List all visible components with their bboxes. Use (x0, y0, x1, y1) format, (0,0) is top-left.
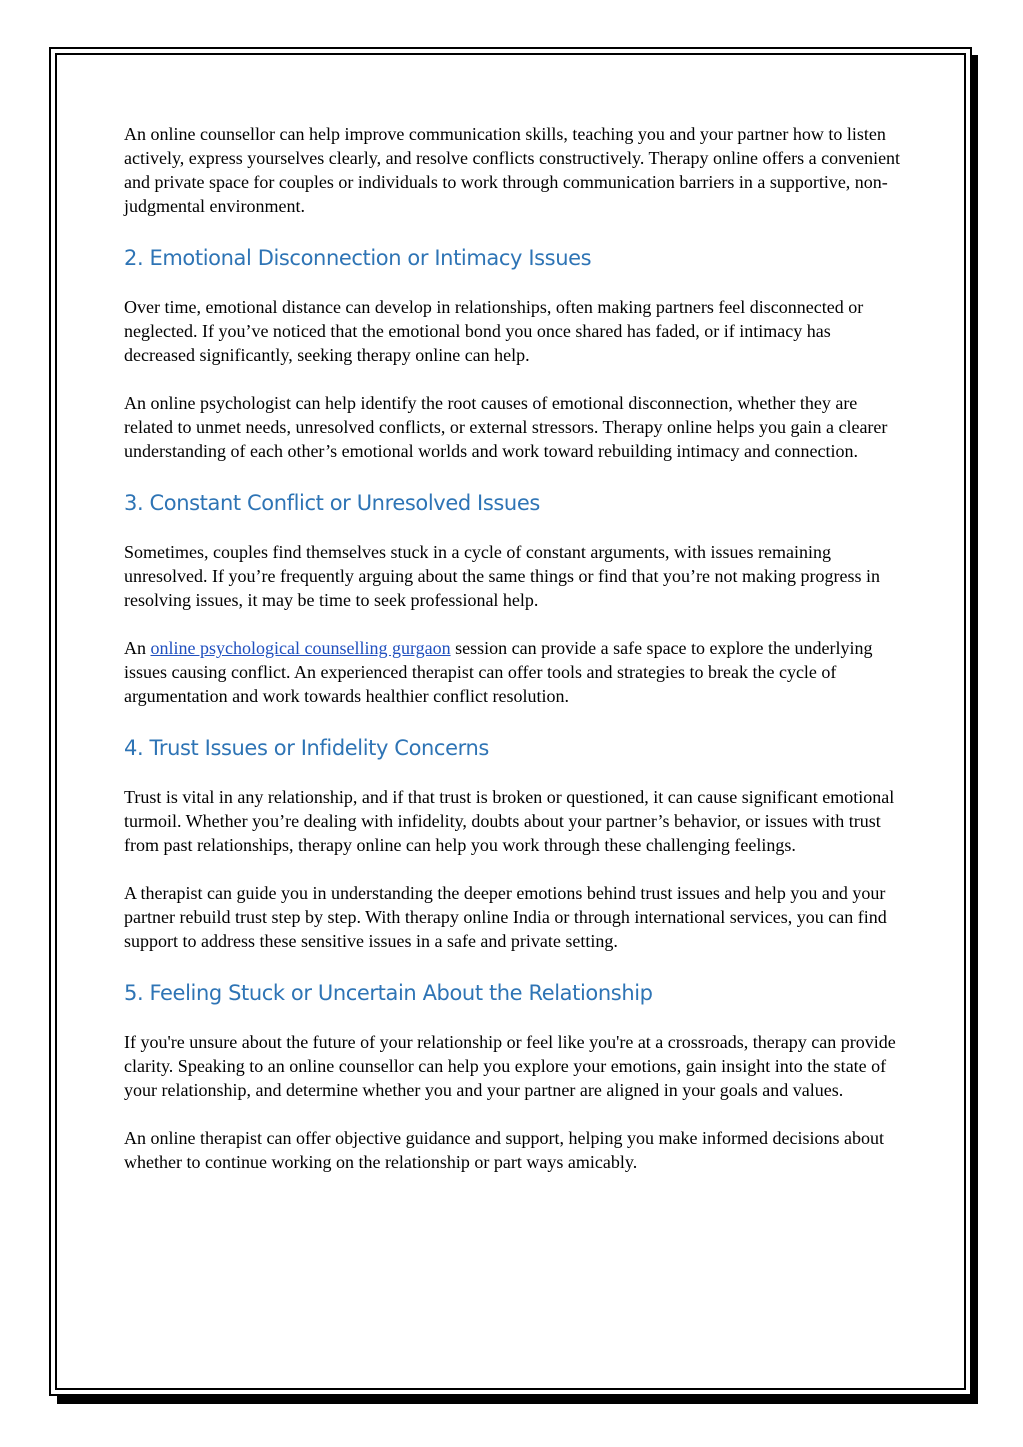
intro-paragraph: An online counsellor can help improve communication skills, teaching you and your partner how to listen actively, express yourselves clearly, and resolve conflicts constructively. Therapy online offers a convenient and private space for couples or individuals to work through communication barriers in a supportive, non-judgmental environment. (124, 124, 901, 216)
section-paragraph: Over time, emotional distance can develop in relationships, often making partners feel disconnected or neglected. If you’ve noticed that the emotional bond you once shared has faded, or if intimacy has decreased significantly, seeking therapy online can help. (124, 297, 864, 365)
section-paragraph: If you're unsure about the future of your relationship or feel like you're at a crossroads, therapy can provide clarity. Speaking to an online counsellor can help you explore your emotions, gain insight into the state of your relationship, and determine whether you and your partner are aligned in your goals and values. (124, 1032, 896, 1100)
section-paragraph: Trust is vital in any relationship, and if that trust is broken or questioned, it can cause significant emotional turmoil. Whether you’re dealing with infidelity, doubts about your partner’s behavior, or issues with trust from past relationships, therapy online can help you work through these challenging feelings. (124, 787, 895, 855)
section-heading-emotional-disconnection: 2. Emotional Disconnection or Intimacy Issues (124, 246, 592, 270)
section-paragraph: An online therapist can offer objective guidance and support, helping you make informed decisions about whether to continue working on the relationship or part ways amicably. (124, 1128, 884, 1172)
section-heading-constant-conflict: 3. Constant Conflict or Unresolved Issues (124, 491, 540, 515)
link-suffix-text: session can provide a safe space to explore the underlying issues causing conflict. An experienced therapist can offer tools and strategies to break the cycle of argumentation and work towards healthier conflict resolution. (124, 638, 873, 706)
section-heading-trust-issues: 4. Trust Issues or Infidelity Concerns (124, 736, 489, 760)
section-paragraph-with-link (124, 636, 904, 708)
section-paragraph: A therapist can guide you in understanding the deeper emotions behind trust issues and help you and your partner rebuild trust step by step. With therapy online India or through international services, you can find support to address these sensitive issues in a safe and private setting. (124, 883, 887, 951)
section-paragraph: Sometimes, couples find themselves stuck in a cycle of constant arguments, with issues remaining unresolved. If you’re frequently arguing about the same things or find that you’re not making progress in resolving issues, it may be time to seek professional help. (124, 542, 880, 610)
section-paragraph: An online psychologist can help identify the root causes of emotional disconnection, whether they are related to unmet needs, unresolved conflicts, or external stressors. Therapy online helps you gain a clearer understanding of each other’s emotional worlds and work toward rebuilding intimacy and connection. (124, 393, 888, 461)
link-prefix-text: An (124, 638, 151, 658)
section-heading-feeling-stuck: 5. Feeling Stuck or Uncertain About the Relationship (124, 981, 653, 1005)
document-content (124, 122, 904, 1174)
online-counselling-link[interactable]: online psychological counselling gurgaon (150, 638, 451, 658)
